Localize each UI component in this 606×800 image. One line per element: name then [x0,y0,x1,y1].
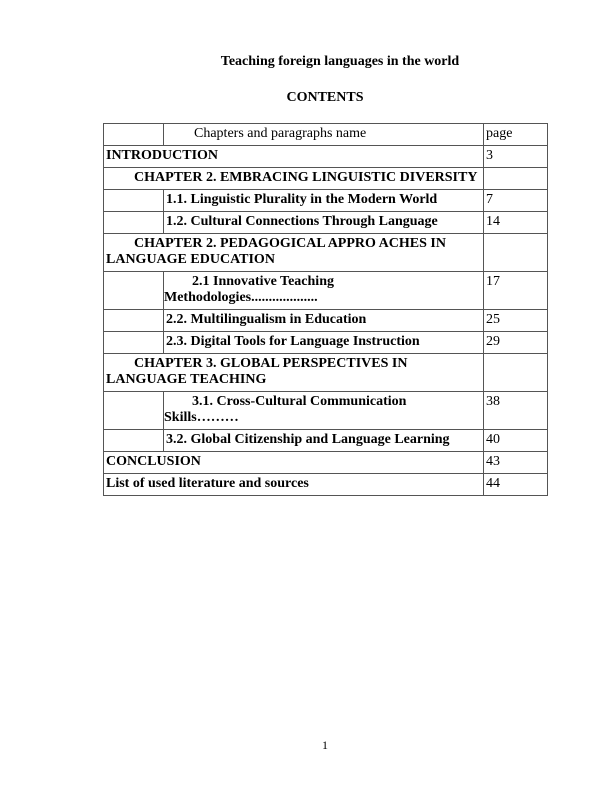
indent-cell [104,212,164,234]
section-3-2-page: 40 [484,430,548,452]
indent-cell [104,190,164,212]
toc-row-1-2 [104,212,548,234]
section-2-3-page: 29 [484,332,548,354]
literature-page: 44 [484,474,548,496]
section-3-1-line-2: Skills……… [164,410,239,425]
section-1-1-page: 7 [484,190,548,212]
section-1-2-page: 14 [484,212,548,234]
contents-table [103,123,548,496]
toc-row-2-3 [104,332,548,354]
chapter-3-label: CHAPTER 3. GLOBAL PERSPECTIVES IN LANGUAGE TEACHING [104,354,484,392]
toc-row-introduction [104,146,548,168]
section-3-1-page: 38 [484,392,548,430]
section-3-1-line-1: 3.1. Cross-Cultural Communication [192,394,407,409]
conclusion-label: CONCLUSION [104,452,484,474]
chapter-2-label: CHAPTER 2. PEDAGOGICAL APPRO ACHES IN LANGUAGE EDUCATION [104,234,484,272]
introduction-page: 3 [484,146,548,168]
page-number: 1 [322,738,328,752]
section-2-2-page: 25 [484,310,548,332]
toc-row-2-1 [104,272,548,310]
toc-row-chapter-1 [104,168,548,190]
section-3-2-label: 3.2. Global Citizenship and Language Learning [164,430,484,452]
section-2-2-label: 2.2. Multilingualism in Education [164,310,484,332]
section-2-1-line-1: 2.1 Innovative Teaching [192,274,334,289]
toc-row-chapter-3 [104,354,548,392]
toc-row-literature [104,474,548,496]
indent-cell [104,430,164,452]
introduction-label: INTRODUCTION [104,146,484,168]
header-label-cell [164,124,484,146]
indent-cell [104,272,164,310]
section-1-1-label: 1.1. Linguistic Plurality in the Modern World [164,190,484,212]
chapter-1-label: CHAPTER 2. EMBRACING LINGUISTIC DIVERSITY [104,168,484,190]
chapter-2-page [484,234,548,272]
indent-cell [104,392,164,430]
section-2-1-line-2: Methodologies................... [164,290,318,305]
section-1-2-label: 1.2. Cultural Connections Through Language [164,212,484,234]
literature-label: List of used literature and sources [104,474,484,496]
document-title: Teaching foreign languages in the world [220,54,460,69]
header-label: Chapters and paragraphs name [194,126,367,141]
chapter-3-page [484,354,548,392]
section-2-1-page: 17 [484,272,548,310]
header-empty-cell [104,124,164,146]
toc-row-1-1 [104,190,548,212]
table-header-row [104,124,548,146]
section-2-3-label: 2.3. Digital Tools for Language Instruction [164,332,484,354]
contents-heading: CONTENTS [286,90,364,105]
conclusion-page: 43 [484,452,548,474]
indent-cell [104,332,164,354]
indent-cell [104,310,164,332]
chapter-1-page [484,168,548,190]
section-2-1-cell [164,272,484,310]
toc-row-conclusion [104,452,548,474]
toc-row-chapter-2 [104,234,548,272]
toc-row-2-2 [104,310,548,332]
toc-row-3-2 [104,430,548,452]
section-3-1-cell [164,392,484,430]
toc-row-3-1 [104,392,548,430]
header-page: page [484,124,548,146]
